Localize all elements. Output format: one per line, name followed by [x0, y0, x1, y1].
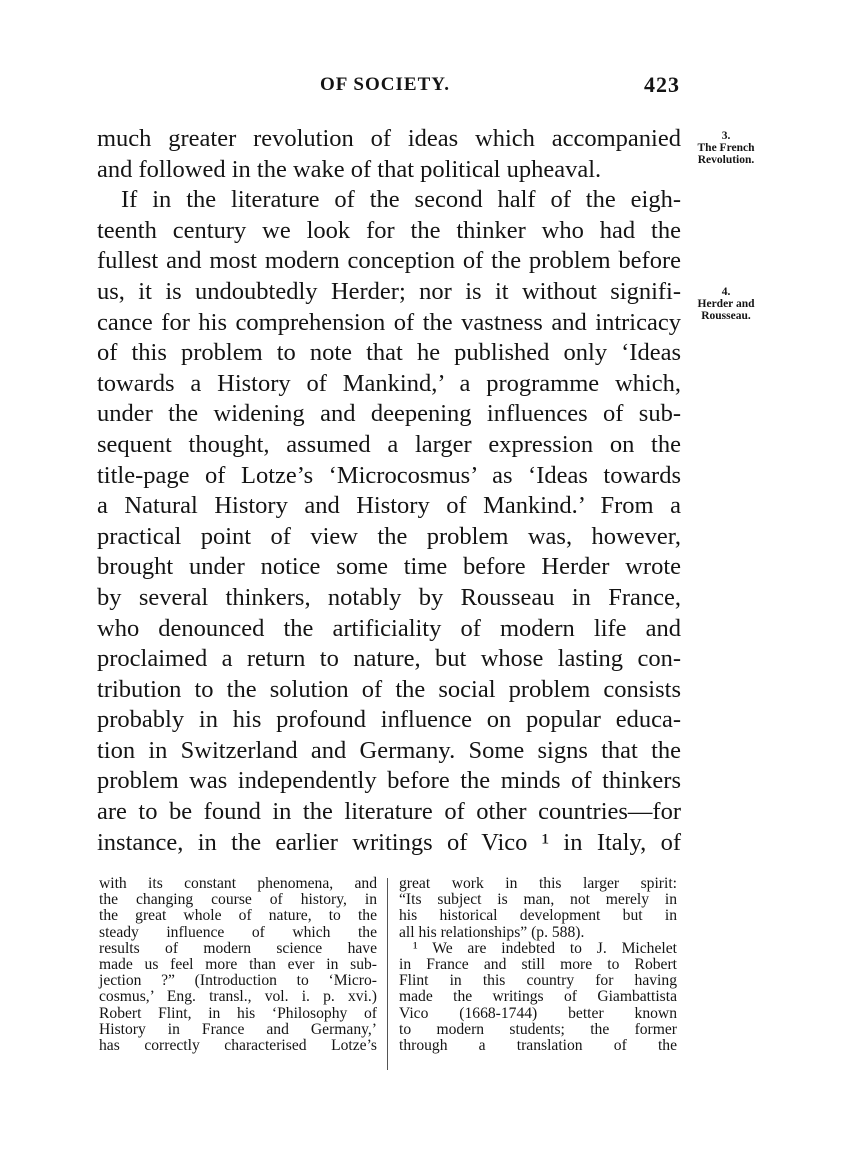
body-line: under the widening and deepening influences of sub- — [97, 400, 681, 428]
footnote-line: made the writings of Giambattista — [399, 988, 677, 1006]
body-line: tion in Switzerland and Germany. Some signs that the — [97, 736, 681, 764]
running-head: OF SOCIETY. — [320, 74, 450, 95]
body-line: and followed in the wake of that political upheaval. — [97, 155, 602, 183]
footnote-line: has correctly characterised Lotze’s — [99, 1036, 377, 1054]
footnote-line: cosmus,’ Eng. transl., vol. i. p. xvi.) — [99, 988, 377, 1006]
body-line: If in the literature of the second half of the eigh- — [121, 186, 681, 214]
body-line: cance for his comprehension of the vastness and intricacy — [97, 308, 681, 336]
margin-note-text: The French Revolution. — [697, 142, 755, 166]
body-line: instance, in the earlier writings of Vico ¹ in Italy, of — [97, 828, 681, 856]
footnote-line: with its constant phenomena, and — [99, 875, 377, 892]
page-header — [96, 72, 682, 102]
footnote-line: the great whole of nature, to the — [99, 907, 377, 925]
footnote-column-divider — [387, 878, 389, 1070]
footnote-line: steady influence of which the — [99, 923, 377, 941]
body-line: proclaimed a return to nature, but whose lasting con- — [97, 645, 681, 673]
body-line: fullest and most modern conception of the problem before — [97, 247, 681, 275]
footnote-line: ¹ We are indebted to J. Michelet — [413, 939, 677, 957]
body-line: teenth century we look for the thinker who had the — [97, 216, 681, 244]
page-number: 423 — [644, 72, 680, 97]
body-line: probably in his profound influence on popular educa- — [97, 706, 681, 734]
margin-note-text: Herder and Rousseau. — [697, 298, 755, 322]
body-line: problem was independently before the minds of thinkers — [97, 767, 681, 795]
footnote-column-left — [99, 876, 377, 1054]
body-line: a Natural History and History of Mankind.’ From a — [97, 492, 681, 520]
body-line: much greater revolution of ideas which accompanied — [97, 125, 681, 152]
footnote-line: in France and still more to Robert — [399, 955, 677, 973]
footnote-line: great work in this larger spirit: — [399, 875, 677, 892]
body-line: of this problem to note that he published only ‘Ideas — [97, 339, 681, 367]
body-line: us, it is undoubtedly Herder; nor is it without signifi- — [97, 277, 681, 305]
body-line: title-page of Lotze’s ‘Microcosmus’ as ‘Ideas towards — [97, 461, 681, 489]
footnote-line: Robert Flint, in his ‘Philosophy of — [99, 1004, 377, 1022]
footnote-column-right — [399, 876, 677, 1054]
body-line: are to be found in the literature of other countries—for — [97, 798, 681, 826]
footnote-line: to modern students; the former — [399, 1020, 677, 1038]
footnote-line: results of modern science have — [99, 939, 377, 957]
footnote-line: Vico (1668-1744) better known — [399, 1004, 677, 1022]
footnote-line: his historical development but in — [399, 907, 677, 925]
footnote-line: all his relationships” (p. 588). — [399, 923, 585, 941]
margin-note-herder-rousseau — [684, 286, 768, 322]
body-line: tribution to the solution of the social problem consists — [97, 675, 681, 703]
footnote-line: jection ?” (Introduction to ‘Micro- — [99, 972, 377, 990]
footnote-line: History in France and Germany,’ — [99, 1020, 377, 1038]
body-line: sequent thought, assumed a larger expression on the — [97, 430, 681, 458]
body-line: brought under notice some time before Herder wrote — [97, 553, 681, 581]
margin-note-number: 4. — [721, 286, 731, 298]
body-line: by several thinkers, notably by Rousseau in France, — [97, 583, 681, 611]
footnote-line: made us feel more than ever in sub- — [99, 955, 377, 973]
footnote-line: “Its subject is man, not merely in — [399, 891, 677, 909]
body-text — [97, 124, 681, 858]
footnote-line: the changing course of history, in — [99, 891, 377, 909]
body-line: who denounced the artificiality of modern life and — [97, 614, 681, 642]
footnote-line: through a translation of the — [399, 1036, 677, 1054]
margin-note-french-revolution — [684, 130, 768, 166]
footnote-line: Flint in this country for having — [399, 972, 677, 990]
body-line: towards a History of Mankind,’ a programme which, — [97, 369, 681, 397]
margin-note-number: 3. — [721, 130, 731, 142]
body-line: practical point of view the problem was, however, — [97, 522, 681, 550]
